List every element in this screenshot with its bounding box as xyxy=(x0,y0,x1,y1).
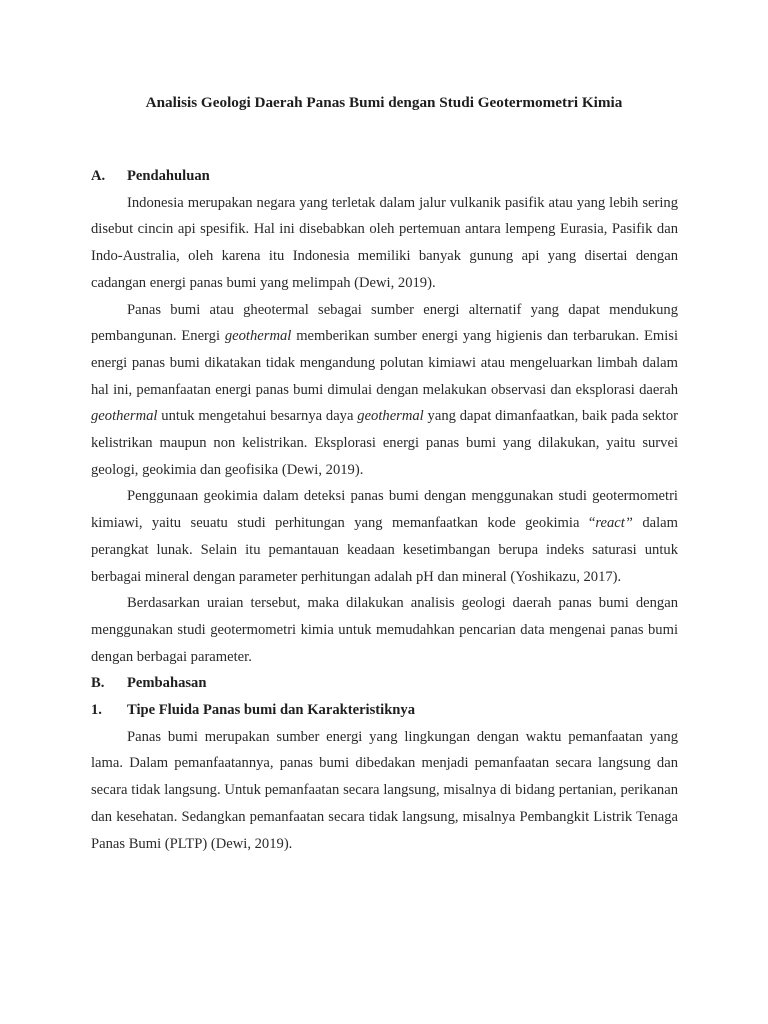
paragraph-2-italic-2: geothermal xyxy=(91,408,158,425)
section-number: A. xyxy=(91,168,106,184)
paragraph-3-italic-1: react” xyxy=(595,515,633,532)
section-title: Pendahuluan xyxy=(127,168,210,184)
paragraph-2-text-2: memberikan sumber energi yang higienis dan terbarukan. Emisi energi panas bumi dikatakan tidak mengandung polutan kimiawi atau mengeluarkan limbah dalam hal ini, pemanfaatan energi panas bumi dimulai dengan melakukan observasi dan eksplorasi daerah xyxy=(91,328,678,398)
paragraph-5: Panas bumi merupakan sumber energi yang lingkungan dengan waktu pemanfaatan yang lama. Dalam pemanfaatannya, panas bumi dibedakan menjadi pemanfaatan secara langsung dan secara tidak langsung. Untuk pemanfaatan secara langsung, misalnya di bidang pertanian, perikanan dan kesehatan. Sedangkan pemanfaatan secara tidak langsung, misalnya Pembangkit Listrik Tenaga Panas Bumi (PLTP) (Dewi, 2019). xyxy=(91,728,678,852)
paragraph-2-text-4: yang dapat dimanfaatkan, baik pada sektor kelistrikan maupun non kelistrikan. Eksplorasi energi panas bumi yang dilakukan, yaitu survei geologi, geokimia dan geofisika (Dewi, 2019). xyxy=(91,408,678,478)
document-title: Analisis Geologi Daerah Panas Bumi dengan Studi Geotermometri Kimia xyxy=(145,94,623,111)
paragraph-3 xyxy=(91,483,678,590)
paragraph-3-text-1: Penggunaan geokimia dalam deteksi panas bumi dengan menggunakan studi geotermometri kimiawi, yaitu seuatu studi perhitungan yang memanfaatkan kode geokimia “ xyxy=(91,488,678,532)
paragraph-2-text-1: Panas bumi atau gheotermal sebagai sumber energi alternatif yang dapat mendukung pembangunan. Energi xyxy=(91,301,678,345)
subsection-number: 1. xyxy=(91,702,102,719)
section-title: Pembahasan xyxy=(127,675,207,692)
paragraph-1: Indonesia merupakan negara yang terletak dalam jalur vulkanik pasifik atau yang lebih sering disebut cincin api spesifik. Hal ini disebabkan oleh pertemuan antara lempeng Eurasia, Pasifik dan Indo-Australia, oleh karena itu Indonesia memiliki banyak gunung api yang disertai dengan cadangan energi panas bumi yang melimpah (Dewi, 2019). xyxy=(91,194,678,291)
paragraph-3-text-2: dalam perangkat lunak. Selain itu pemantauan keadaan kesetimbangan berupa indeks saturasi untuk berbagai mineral dengan parameter perhitungan adalah pH dan mineral (Yoshikazu, 2017). xyxy=(91,515,678,585)
paragraph-4: Berdasarkan uraian tersebut, maka dilakukan analisis geologi daerah panas bumi dengan menggunakan studi geotermometri kimia untuk memudahkan pencarian data mengenai panas bumi dengan berbagai parameter. xyxy=(91,595,678,665)
section-heading-pendahuluan xyxy=(91,163,678,190)
paragraph-2 xyxy=(91,297,678,484)
paragraph-2-italic-1: geothermal xyxy=(224,328,292,345)
section-heading-pembahasan xyxy=(91,670,678,697)
paragraph-2-text-3: untuk mengetahui besarnya daya xyxy=(157,408,358,425)
subsection-heading-tipe-fluida xyxy=(91,697,678,724)
subsection-title: Tipe Fluida Panas bumi dan Karakteristiknya xyxy=(127,702,416,719)
document-body xyxy=(91,163,678,857)
section-number: B. xyxy=(91,675,105,692)
paragraph-2-italic-3: geothermal xyxy=(357,408,424,425)
